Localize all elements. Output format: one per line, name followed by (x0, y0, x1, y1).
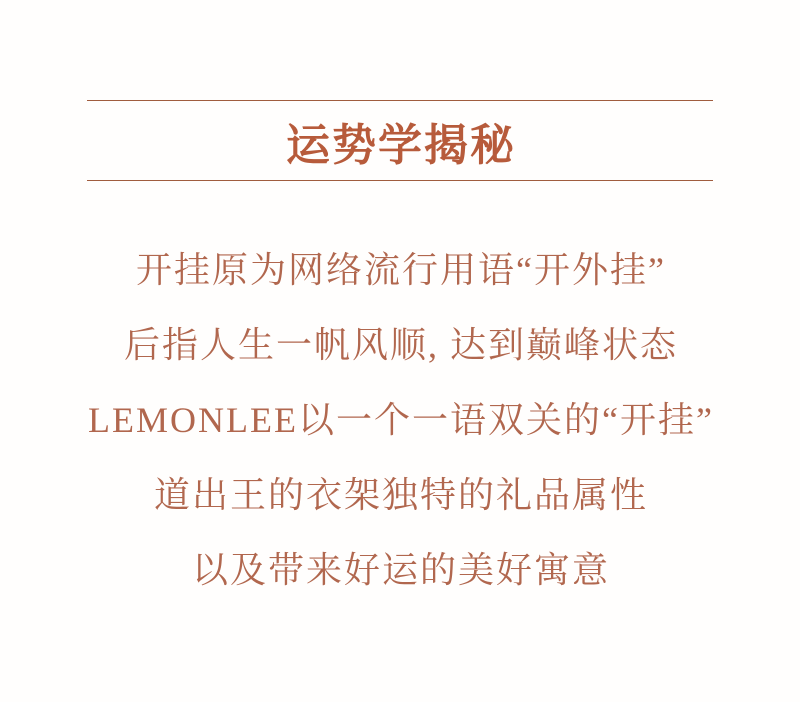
description-line-3: LEMONLEE以一个一语双关的“开挂” (88, 400, 714, 440)
description-line-4: 道出王的衣架独特的礼品属性 (153, 475, 648, 515)
page-title: 运势学揭秘 (286, 120, 516, 170)
description-line-2: 后指人生一帆风顺, 达到巅峰状态 (123, 325, 678, 365)
title-block (87, 100, 713, 181)
description-line-5: 以及带来好运的美好寓意 (191, 550, 610, 590)
description-text-block (0, 233, 800, 608)
description-line-1: 开挂原为网络流行用语“开外挂” (136, 250, 666, 290)
